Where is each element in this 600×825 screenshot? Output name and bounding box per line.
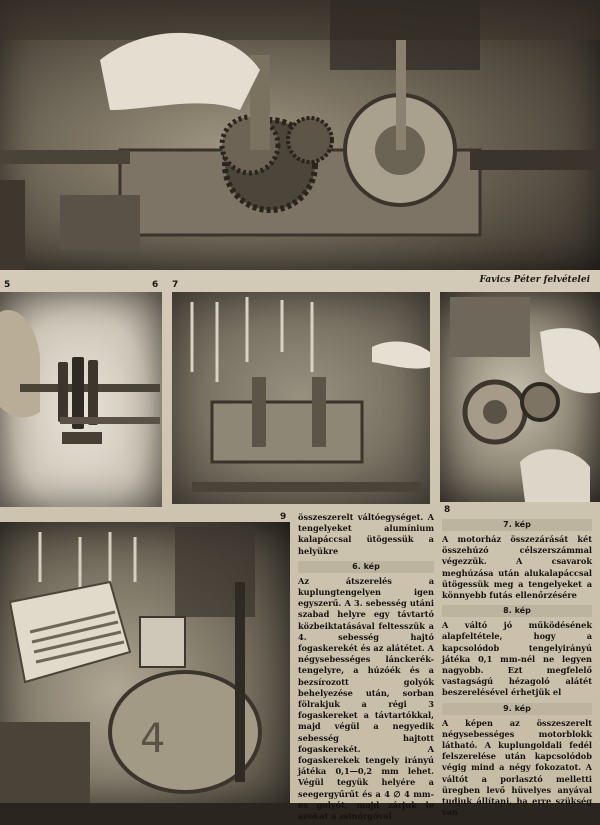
figure-number-6: 6 — [152, 280, 159, 290]
caption-text-6: Az átszerelés a kuplungtengelyen igen egyszerű. A 3. sebesség utáni szabad helyre egy távtartó közbeiktatásával feltesszük a 4. sebesség hajtó fogaskerekét és az alátétet. A négysebességes lánckerék-tengelyre, a húzóék és a bezsírozott golyók behelyezése után, sorban fölrakjuk a régi 3 fogaskereket a távtartókkal, majd végül a negyedik sebesség hajtott fogaskerekét. A fogaskerekek tengely irányú játéka 0,1—0,2 mm lehet. Végül tegyük helyére a seegergyűrűt és a 4 ∅ 4 mm-es golyót, majd zárjuk le azokat a zsinórgóval — [298, 575, 434, 822]
text-column-middle — [298, 512, 434, 825]
photo-top-gearbox — [0, 0, 600, 270]
caption-title-8: 8. kép — [442, 605, 592, 617]
caption-title-6: 6. kép — [298, 561, 434, 573]
caption-text-8: A váltó jó működésének alapfeltétele, hogy a kapcsolódob tengelyirányú játéka 0,1 mm-nél ne legyen nagyobb. Ezt megfelelő vastagságú hézagoló alátét beszerelésével érhetjük el — [442, 620, 592, 698]
figure-number-5: 5 — [4, 280, 11, 290]
figure-number-7: 7 — [172, 280, 179, 290]
casing-illustration — [172, 292, 430, 504]
photo-gearbox-closeup — [440, 292, 600, 502]
photo-engine-casing-clamps — [172, 292, 430, 504]
gearbox-illustration — [0, 0, 600, 270]
intro-text: összeszerelt váltóegységet. A tengelyeket alumínium kalapáccsal ütögessük a helyükre — [298, 512, 434, 556]
figure-number-8: 8 — [444, 505, 451, 515]
gear-shaft-illustration — [0, 292, 162, 507]
caption-title-7: 7. kép — [442, 519, 592, 531]
photo-assembled-engine-block — [0, 522, 290, 803]
figure-number-9: 9 — [280, 512, 287, 522]
svg-text:4: 4 — [140, 716, 166, 762]
engine-block-illustration — [0, 522, 290, 803]
caption-title-9: 9. kép — [442, 703, 592, 715]
text-column-right — [442, 515, 592, 821]
caption-text-9: A képen az összeszerelt négysebességes motorblokk látható. A kuplungoldali fedél felszerelése után kapcsolódob végig mind a négy fokozatot. A váltót a porlasztó melletti üregben levő hüvelyes anyával tudjuk állítani, ha erre szükség van — [442, 717, 592, 818]
photo-credit: Favics Péter felvételei — [479, 275, 590, 285]
caption-text-7: A motorház összezárását két összehúzó célszerszámmal végezzük. A csavarok meghúzása után alukalapáccsal ütögessük meg a tengelyeket a könnyebb futás ellenőrzésére — [442, 534, 592, 601]
closeup-illustration — [440, 292, 600, 502]
photo-gear-shaft — [0, 292, 162, 507]
